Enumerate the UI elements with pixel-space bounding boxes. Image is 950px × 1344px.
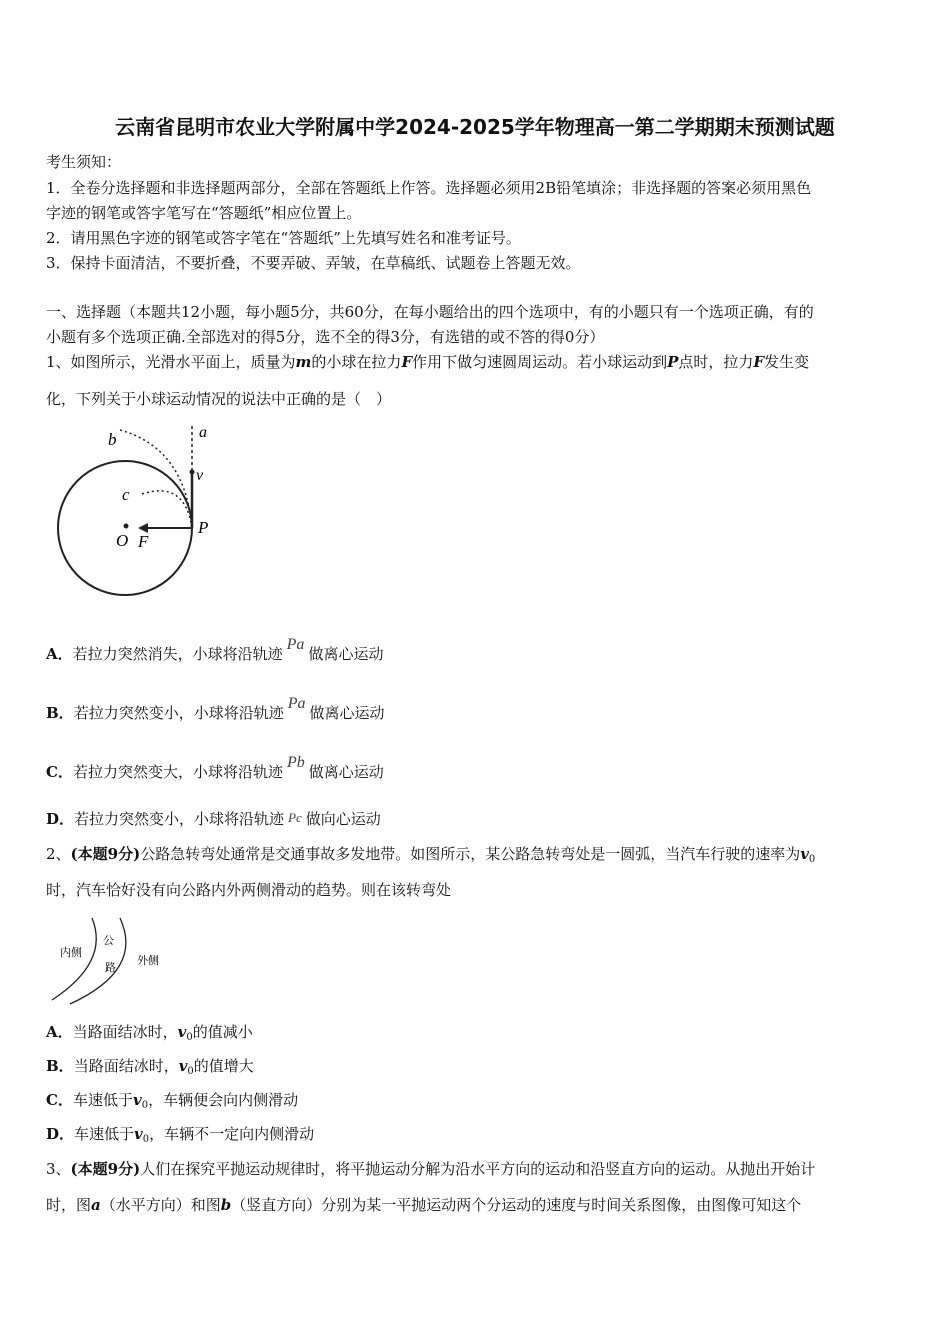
q3-stem-line2: 时，图a（水平方向）和图b（竖直方向）分别为某一平抛运动两个分运动的速度与时间关系图像，由图像可知这个	[46, 1196, 802, 1214]
label-b: b	[108, 430, 117, 449]
ball-marker	[190, 470, 195, 475]
q1-option-c: C．若拉力突然变大，小球将沿轨迹Pb做离心运动	[46, 754, 384, 781]
label-v: v	[196, 467, 204, 484]
q1-figure	[50, 418, 240, 603]
section-heading: 一、选择题（本题共12小题，每小题5分，共60分，在每小题给出的四个选项中，有的小题只有一个选项正确，有的	[46, 303, 814, 321]
label-inner: 内侧	[60, 947, 82, 959]
q1-stem-line2: 化，下列关于小球运动情况的说法中正确的是（ ）	[46, 390, 392, 408]
q3-stem-line1: 3、(本题9分)人们在探究平抛运动规律时，将平抛运动分解为沿水平方向的运动和沿竖直方向的运动。从抛出开始计	[46, 1160, 816, 1178]
label-road-1: 公	[103, 935, 114, 947]
center-point	[124, 524, 129, 529]
q2-option-a: A．当路面结冰时，$v_0$的值减小	[46, 1023, 253, 1043]
q2-option-b: B．当路面结冰时，$v_0$的值增大	[46, 1057, 254, 1077]
label-O: O	[116, 531, 129, 550]
q1-option-d: D．若拉力突然变小，小球将沿轨迹 Pc 做向心运动	[46, 810, 381, 828]
q2-option-c: C．车速低于$v_0$，车辆便会向内侧滑动	[46, 1091, 299, 1111]
trajectory-b	[120, 430, 192, 528]
notice-line: 2．请用黑色字迹的钢笔或答字笔在“答题纸”上先填写姓名和准考证号。	[46, 229, 521, 247]
notice-line: 3．保持卡面清洁，不要折叠，不要弄破、弄皱，在草稿纸、试题卷上答题无效。	[46, 254, 581, 272]
page-title: 云南省昆明市农业大学附属中学2024-2025学年物理高一第二学期期末预测试题	[115, 115, 835, 139]
q1-option-a: A．若拉力突然消失，小球将沿轨迹Pa做离心运动	[46, 636, 384, 663]
label-a: a	[199, 424, 207, 441]
q2-option-d: D．车速低于$v_0$，车辆不一定向内侧滑动	[46, 1125, 315, 1145]
notice-line: 字迹的钢笔或答字笔写在“答题纸”相应位置上。	[46, 204, 362, 222]
q2-figure	[44, 912, 174, 1007]
road-inner-edge	[52, 918, 96, 1000]
q2-stem-line1: 2、(本题9分)公路急转弯处通常是交通事故多发地带。如图所示，某公路急转弯处是一圆弧，当汽车行驶的速率为$v_0$	[46, 845, 816, 865]
label-road-2: 路	[105, 962, 116, 974]
q1-option-b: B．若拉力突然变小，小球将沿轨迹Pa做离心运动	[46, 695, 385, 722]
road-outer-edge	[70, 918, 126, 1004]
q1-stem-line1: 1、如图所示，光滑水平面上，质量为m的小球在拉力F作用下做匀速圆周运动。若小球运动到P点时，拉力F发生变	[46, 353, 810, 371]
label-P: P	[198, 518, 209, 537]
label-outer: 外侧	[137, 955, 159, 967]
notice-line: 1．全卷分选择题和非选择题两部分，全部在答题纸上作答。选择题必须用2B铅笔填涂；非选择题的答案必须用黑色	[46, 179, 812, 197]
notice-heading: 考生须知：	[46, 153, 122, 171]
section-heading: 小题有多个选项正确.全部选对的得5分，选不全的得3分，有选错的或不答的得0分）	[46, 328, 605, 346]
label-c: c	[122, 485, 130, 504]
label-F: F	[138, 532, 149, 551]
q2-stem-line2: 时，汽车恰好没有向公路内外两侧滑动的趋势。则在该转弯处	[46, 881, 452, 899]
